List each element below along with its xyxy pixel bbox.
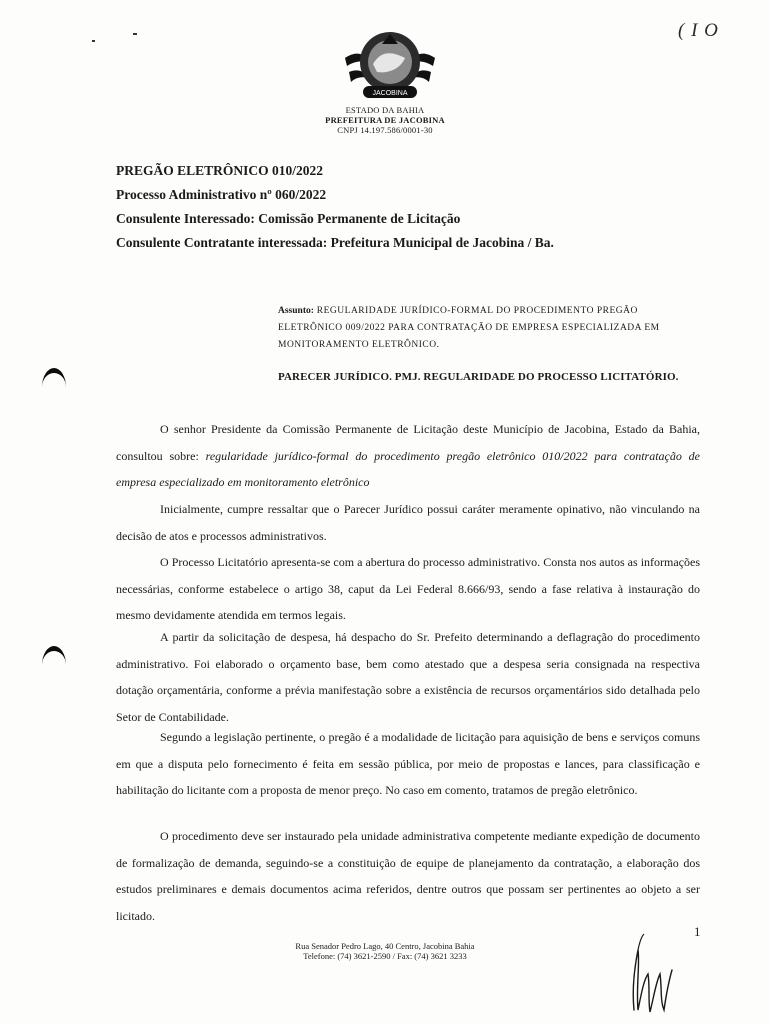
paragraph-5: Segundo a legislação pertinente, o pregão é a modalidade de licitação para aquisição de bens e serviços comuns em que a disputa pelo fornecimento é feita em sessão pública, por meio de propostas e lances, para classificação e habilitação do licitante com a proposta de menor preço. No caso em comento, tratamos de pregão eletrônico. (116, 730, 700, 797)
municipal-seal (335, 24, 445, 108)
scan-speck (133, 33, 137, 35)
opinion-title: PARECER JURÍDICO. PMJ. REGULARIDADE DO PROCESSO LICITATÓRIO. (278, 371, 679, 383)
paragraph-1-intro: O senhor Presidente da Comissão Permanente de Licitação deste Município de Jacobina, Estado da Bahia, consultou sobre: (116, 422, 700, 463)
paragraph-4: A partir da solicitação de despesa, há despacho do Sr. Prefeito determinando a deflagração do procedimento administrativo. Foi elaborado o orçamento base, bem como atestado que a despesa seria consignada na respectiva dotação orçamentária, conforme a prévia manifestação sobre a existência de recursos orçamentários sido detalhada pelo Setor de Contabilidade. (116, 630, 700, 724)
subject-text: REGULARIDADE JURÍDICO-FORMAL DO PROCEDIMENTO PREGÃO ELETRÔNICO 009/2022 PARA CONTRATAÇÃO DE EMPRESA ESPECIALIZADA EM MONITORAMENTO ELETRÔNICO. (278, 306, 660, 350)
seal-banner-text: JACOBINA (372, 90, 408, 97)
page-number: 1 (694, 924, 701, 939)
paragraph-1-italic: regularidade jurídico-formal do procedimento pregão eletrônico 010/2022 para contratação de empresa especializado em monitoramento eletrônico (116, 448, 700, 489)
letterhead (0, 105, 770, 135)
footer-address: Rua Senador Pedro Lago, 40 Centro, Jacobina Bahia (295, 941, 475, 951)
heading-consulente-interessado: Consulente Interessado: Comissão Permanente de Licitação (116, 211, 461, 226)
paragraph-6: O procedimento deve ser instaurado pela unidade administrativa competente mediante expedição de documento de formalização de demanda, seguindo-se a constituição de equipe de planejamento da contratação, a elaboração dos estudos preliminares e demais documentos acima referidos, dentre outros que possam ser pertinentes ao objeto a ser licitado. (116, 829, 700, 923)
paragraph-1 (116, 416, 700, 496)
binder-hole-mark (42, 368, 66, 387)
subject-label: Assunto: (278, 306, 314, 316)
letterhead-state: ESTADO DA BAHIA (345, 105, 425, 115)
subject-block (278, 303, 702, 354)
paragraph-2: Inicialmente, cumpre ressaltar que o Parecer Jurídico possui caráter meramente opinativo, não vinculando na decisão de atos e processos administrativos. (116, 502, 700, 543)
paragraph-3: O Processo Licitatório apresenta-se com a abertura do processo administrativo. Consta nos autos as informações necessárias, conforme estabelece o artigo 38, caput da Lei Federal 8.666/93, sendo a fase relativa à instauração do mesmo devidamente atendida em termos legais. (116, 555, 700, 622)
binder-hole-mark (42, 646, 66, 665)
handwritten-signature (620, 930, 700, 1016)
heading-pregao: PREGÃO ELETRÔNICO 010/2022 (116, 163, 324, 178)
letterhead-cnpj: CNPJ 14.197.586/0001-30 (337, 125, 433, 135)
heading-consulente-contratante: Consulente Contratante interessada: Prefeitura Municipal de Jacobina / Ba. (116, 235, 554, 250)
letterhead-prefeitura: PREFEITURA DE JACOBINA (325, 115, 445, 125)
handwritten-page-mark: ( I O (678, 20, 719, 41)
footer-phone: Telefone: (74) 3621-2590 / Fax: (74) 3621 3233 (303, 951, 467, 961)
scan-speck (92, 40, 95, 42)
heading-processo: Processo Administrativo nº 060/2022 (116, 187, 327, 202)
